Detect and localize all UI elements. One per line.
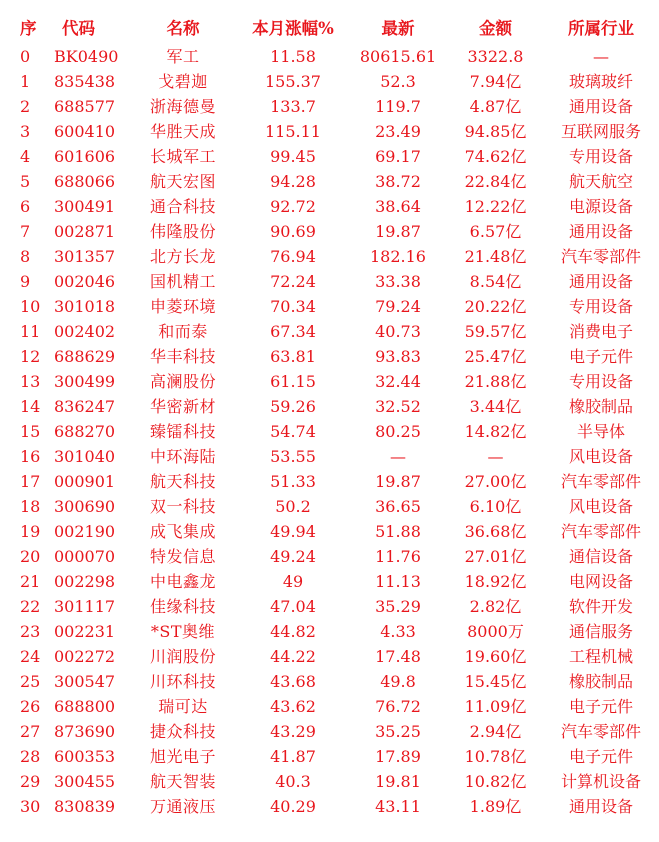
- cell-index: 20: [20, 547, 41, 566]
- cell-amount: 3.44亿: [469, 397, 522, 416]
- cell-industry: 橡胶制品: [568, 672, 633, 691]
- cell-industry: 电子元件: [568, 747, 633, 766]
- cell-index: 1: [20, 72, 31, 91]
- table-row[interactable]: [0, 194, 659, 219]
- table-row[interactable]: [0, 719, 659, 744]
- table-row[interactable]: [0, 544, 659, 569]
- cell-amount: 15.45亿: [464, 672, 527, 691]
- cell-code: 300499: [54, 372, 116, 391]
- cell-industry: 计算机设备: [560, 772, 641, 791]
- cell-industry: 风电设备: [568, 497, 633, 516]
- cell-code: 688800: [54, 697, 116, 716]
- cell-code: 300547: [54, 672, 116, 691]
- cell-code: 835438: [54, 72, 116, 91]
- cell-price: 35.29: [375, 597, 421, 616]
- cell-amount: 20.22亿: [464, 297, 527, 316]
- cell-industry: 汽车零部件: [560, 722, 641, 741]
- cell-industry: 通用设备: [568, 222, 633, 241]
- cell-name: 长城军工: [149, 147, 216, 166]
- cell-amount: 10.78亿: [464, 747, 527, 766]
- cell-price: 32.52: [375, 397, 421, 416]
- cell-name: 军工: [166, 47, 200, 66]
- cell-code: 002272: [54, 647, 116, 666]
- cell-code: 688270: [54, 422, 116, 441]
- table-row[interactable]: [0, 619, 659, 644]
- cell-name: 万通液压: [149, 797, 216, 816]
- cell-name: 高澜股份: [149, 372, 216, 391]
- header-amount[interactable]: 金额: [479, 19, 512, 38]
- cell-amount: 27.01亿: [464, 547, 527, 566]
- cell-amount: 21.48亿: [464, 247, 527, 266]
- table-row[interactable]: [0, 294, 659, 319]
- cell-index: 0: [20, 47, 31, 66]
- cell-index: 27: [20, 722, 41, 741]
- table-row[interactable]: [0, 444, 659, 469]
- cell-price: 93.83: [375, 347, 421, 366]
- cell-amount: 2.94亿: [469, 722, 522, 741]
- cell-name: 北方长龙: [149, 247, 216, 266]
- cell-change: 61.15: [270, 372, 316, 391]
- cell-industry: 专用设备: [568, 297, 633, 316]
- cell-name: 浙海德曼: [149, 97, 216, 116]
- cell-change: 99.45: [270, 147, 316, 166]
- cell-code: 873690: [54, 722, 116, 741]
- cell-code: 600410: [54, 122, 116, 141]
- cell-index: 16: [20, 447, 41, 466]
- cell-price: 40.73: [375, 322, 421, 341]
- cell-name: 旭光电子: [149, 747, 216, 766]
- cell-change: 155.37: [265, 72, 321, 91]
- table-row[interactable]: [0, 44, 659, 69]
- cell-change: 40.29: [270, 797, 316, 816]
- cell-industry: 玻璃玻纤: [568, 72, 633, 91]
- cell-index: 26: [20, 697, 41, 716]
- cell-industry: 通信服务: [568, 622, 633, 641]
- cell-price: 19.81: [375, 772, 421, 791]
- cell-price: 33.38: [375, 272, 421, 291]
- cell-index: 13: [20, 372, 41, 391]
- table-row[interactable]: [0, 344, 659, 369]
- cell-code: 002298: [54, 572, 116, 591]
- cell-change: 70.34: [270, 297, 316, 316]
- cell-change: 43.29: [270, 722, 316, 741]
- header-name[interactable]: 名称: [166, 19, 200, 38]
- cell-change: 90.69: [270, 222, 316, 241]
- cell-change: 49.24: [270, 547, 316, 566]
- table-row[interactable]: [0, 744, 659, 769]
- cell-industry: 电网设备: [568, 572, 633, 591]
- cell-name: 川环科技: [149, 672, 216, 691]
- cell-code: 002871: [54, 222, 116, 241]
- cell-name: 臻镭科技: [149, 422, 216, 441]
- cell-index: 25: [20, 672, 41, 691]
- cell-change: 41.87: [270, 747, 316, 766]
- header-change[interactable]: 本月涨幅%: [252, 19, 334, 38]
- cell-change: 92.72: [270, 197, 316, 216]
- cell-code: 300491: [54, 197, 116, 216]
- cell-industry: 工程机械: [568, 647, 633, 666]
- cell-name: 捷众科技: [149, 722, 216, 741]
- table-body: [0, 44, 659, 819]
- cell-amount: 11.09亿: [464, 697, 527, 716]
- cell-index: 6: [20, 197, 31, 216]
- table-header: [0, 18, 659, 44]
- cell-index: 5: [20, 172, 31, 191]
- table-row[interactable]: [0, 694, 659, 719]
- cell-price: 80615.61: [359, 47, 437, 66]
- cell-name: 瑞可达: [158, 697, 208, 716]
- cell-name: 成飞集成: [149, 522, 216, 541]
- cell-price: 19.87: [375, 472, 421, 491]
- cell-industry: 航天航空: [568, 172, 633, 191]
- cell-price: 17.48: [375, 647, 421, 666]
- table-row[interactable]: [0, 169, 659, 194]
- cell-price: 182.16: [370, 247, 426, 266]
- cell-industry: 软件开发: [568, 597, 633, 616]
- cell-amount: 22.84亿: [464, 172, 527, 191]
- cell-change: 53.55: [270, 447, 316, 466]
- cell-change: 54.74: [270, 422, 316, 441]
- cell-code: 002046: [54, 272, 116, 291]
- cell-index: 7: [20, 222, 31, 241]
- cell-index: 14: [20, 397, 41, 416]
- cell-code: 300690: [54, 497, 116, 516]
- cell-amount: 2.82亿: [469, 597, 522, 616]
- cell-change: 49: [282, 572, 304, 591]
- cell-index: 10: [20, 297, 41, 316]
- cell-price: —: [390, 447, 406, 466]
- cell-index: 17: [20, 472, 41, 491]
- cell-price: 38.72: [375, 172, 421, 191]
- cell-amount: 74.62亿: [464, 147, 527, 166]
- cell-industry: 汽车零部件: [560, 247, 641, 266]
- cell-industry: 电源设备: [568, 197, 633, 216]
- cell-amount: 18.92亿: [464, 572, 527, 591]
- table-row[interactable]: [0, 144, 659, 169]
- table-row[interactable]: [0, 419, 659, 444]
- cell-price: 36.65: [375, 497, 421, 516]
- cell-amount: 14.82亿: [464, 422, 527, 441]
- cell-code: 301357: [54, 247, 116, 266]
- cell-code: 688629: [54, 347, 116, 366]
- table-row[interactable]: [0, 644, 659, 669]
- cell-code: 300455: [54, 772, 116, 791]
- cell-amount: 6.10亿: [469, 497, 522, 516]
- cell-industry: 电子元件: [568, 347, 633, 366]
- cell-code: 688577: [54, 97, 116, 116]
- cell-index: 24: [20, 647, 41, 666]
- cell-amount: 6.57亿: [469, 222, 522, 241]
- cell-name: 伟隆股份: [149, 222, 216, 241]
- header-industry[interactable]: 所属行业: [568, 19, 634, 38]
- cell-amount: 7.94亿: [469, 72, 522, 91]
- cell-code: 301117: [54, 597, 116, 616]
- cell-amount: 59.57亿: [464, 322, 527, 341]
- cell-index: 21: [20, 572, 41, 591]
- cell-amount: 21.88亿: [464, 372, 527, 391]
- cell-change: 59.26: [270, 397, 316, 416]
- cell-price: 32.44: [375, 372, 421, 391]
- cell-amount: 12.22亿: [464, 197, 527, 216]
- cell-code: 002190: [54, 522, 116, 541]
- table-row[interactable]: [0, 769, 659, 794]
- cell-code: 301040: [54, 447, 116, 466]
- cell-change: 72.24: [270, 272, 316, 291]
- cell-industry: 消费电子: [568, 322, 633, 341]
- cell-price: 19.87: [375, 222, 421, 241]
- cell-price: 43.11: [375, 797, 421, 816]
- cell-industry: 互联网服务: [560, 122, 641, 141]
- cell-name: 申菱环境: [149, 297, 216, 316]
- cell-industry: 通用设备: [568, 97, 633, 116]
- cell-index: 23: [20, 622, 41, 641]
- cell-name: 特发信息: [149, 547, 216, 566]
- cell-index: 18: [20, 497, 41, 516]
- cell-price: 51.88: [375, 522, 421, 541]
- cell-code: 000070: [54, 547, 116, 566]
- table-row[interactable]: [0, 494, 659, 519]
- cell-index: 8: [20, 247, 31, 266]
- cell-index: 28: [20, 747, 41, 766]
- cell-name: *ST奥维: [150, 622, 216, 641]
- cell-industry: 汽车零部件: [560, 522, 641, 541]
- cell-price: 52.3: [380, 72, 416, 91]
- cell-index: 9: [20, 272, 31, 291]
- cell-industry: 汽车零部件: [560, 472, 641, 491]
- cell-amount: 1.89亿: [469, 797, 522, 816]
- cell-name: 国机精工: [149, 272, 216, 291]
- cell-industry: 专用设备: [568, 147, 633, 166]
- table-row[interactable]: [0, 69, 659, 94]
- cell-index: 2: [20, 97, 31, 116]
- cell-change: 76.94: [270, 247, 316, 266]
- cell-industry: 通用设备: [568, 797, 633, 816]
- cell-change: 44.82: [270, 622, 316, 641]
- cell-price: 119.7: [375, 97, 421, 116]
- cell-code: BK0490: [54, 47, 119, 66]
- cell-index: 4: [20, 147, 31, 166]
- cell-price: 38.64: [375, 197, 421, 216]
- cell-change: 44.22: [270, 647, 316, 666]
- cell-price: 80.25: [375, 422, 421, 441]
- cell-change: 51.33: [270, 472, 316, 491]
- table-row[interactable]: [0, 369, 659, 394]
- cell-index: 22: [20, 597, 41, 616]
- cell-index: 3: [20, 122, 31, 141]
- cell-industry: 通用设备: [568, 272, 633, 291]
- cell-change: 50.2: [275, 497, 311, 516]
- cell-change: 43.62: [270, 697, 316, 716]
- cell-code: 600353: [54, 747, 116, 766]
- cell-industry: 半导体: [576, 422, 625, 441]
- table-row[interactable]: [0, 319, 659, 344]
- cell-price: 11.13: [375, 572, 421, 591]
- cell-code: 002402: [54, 322, 116, 341]
- table-row[interactable]: [0, 94, 659, 119]
- table-row[interactable]: [0, 594, 659, 619]
- cell-name: 双一科技: [149, 497, 216, 516]
- cell-name: 戈碧迦: [158, 72, 208, 91]
- cell-name: 航天宏图: [149, 172, 216, 191]
- table-row[interactable]: [0, 519, 659, 544]
- cell-industry: 专用设备: [568, 372, 633, 391]
- header-price[interactable]: 最新: [381, 19, 415, 38]
- header-code[interactable]: 代码: [62, 19, 95, 38]
- cell-amount: 3322.8: [467, 47, 524, 66]
- cell-industry: 电子元件: [568, 697, 633, 716]
- cell-industry: 风电设备: [568, 447, 633, 466]
- cell-name: 和而泰: [158, 322, 208, 341]
- cell-name: 华密新材: [149, 397, 216, 416]
- cell-amount: 25.47亿: [464, 347, 527, 366]
- cell-amount: 10.82亿: [464, 772, 527, 791]
- table-row[interactable]: [0, 244, 659, 269]
- table-row[interactable]: [0, 394, 659, 419]
- cell-price: 69.17: [375, 147, 421, 166]
- table-row[interactable]: [0, 794, 659, 819]
- table-row[interactable]: [0, 269, 659, 294]
- cell-amount: 4.87亿: [469, 97, 522, 116]
- cell-name: 华丰科技: [149, 347, 216, 366]
- cell-name: 川润股份: [149, 647, 216, 666]
- cell-name: 华胜天成: [149, 122, 216, 141]
- cell-change: 49.94: [270, 522, 316, 541]
- cell-change: 47.04: [270, 597, 316, 616]
- cell-code: 601606: [54, 147, 116, 166]
- cell-price: 4.33: [380, 622, 416, 641]
- cell-index: 30: [20, 797, 41, 816]
- cell-index: 15: [20, 422, 41, 441]
- cell-change: 63.81: [270, 347, 316, 366]
- cell-change: 133.7: [270, 97, 316, 116]
- cell-price: 35.25: [375, 722, 421, 741]
- cell-industry: 橡胶制品: [568, 397, 633, 416]
- cell-index: 12: [20, 347, 41, 366]
- cell-industry: —: [593, 47, 609, 66]
- cell-name: 佳缘科技: [149, 597, 216, 616]
- cell-price: 11.76: [375, 547, 421, 566]
- cell-amount: 94.85亿: [464, 122, 527, 141]
- cell-code: 836247: [54, 397, 116, 416]
- cell-name: 航天智装: [149, 772, 216, 791]
- cell-change: 43.68: [270, 672, 316, 691]
- cell-price: 17.89: [375, 747, 421, 766]
- table-row[interactable]: [0, 569, 659, 594]
- table-row[interactable]: [0, 219, 659, 244]
- cell-code: 830839: [54, 797, 116, 816]
- cell-code: 002231: [54, 622, 116, 641]
- table-row[interactable]: [0, 469, 659, 494]
- table-row[interactable]: [0, 669, 659, 694]
- cell-amount: 36.68亿: [464, 522, 527, 541]
- header-index[interactable]: 序: [20, 19, 37, 38]
- table-row[interactable]: [0, 119, 659, 144]
- cell-name: 中环海陆: [149, 447, 216, 466]
- cell-name: 航天科技: [149, 472, 216, 491]
- cell-price: 49.8: [380, 672, 416, 691]
- cell-price: 23.49: [375, 122, 421, 141]
- cell-amount: —: [487, 447, 504, 466]
- cell-price: 76.72: [375, 697, 421, 716]
- cell-amount: 19.60亿: [464, 647, 527, 666]
- cell-code: 301018: [54, 297, 116, 316]
- header-row: [0, 18, 659, 44]
- stock-ranking-table: [0, 18, 659, 819]
- cell-industry: 通信设备: [568, 547, 633, 566]
- cell-name: 通合科技: [149, 197, 216, 216]
- cell-code: 688066: [54, 172, 116, 191]
- cell-change: 67.34: [270, 322, 316, 341]
- cell-name: 中电鑫龙: [149, 572, 216, 591]
- cell-index: 19: [20, 522, 41, 541]
- cell-index: 11: [20, 322, 41, 341]
- cell-amount: 27.00亿: [464, 472, 527, 491]
- cell-change: 94.28: [270, 172, 316, 191]
- cell-index: 29: [20, 772, 41, 791]
- cell-price: 79.24: [375, 297, 421, 316]
- cell-amount: 8.54亿: [469, 272, 522, 291]
- cell-change: 115.11: [265, 122, 321, 141]
- cell-amount: 8000万: [467, 622, 524, 641]
- cell-change: 11.58: [270, 47, 316, 66]
- cell-change: 40.3: [275, 772, 311, 791]
- cell-code: 000901: [54, 472, 116, 491]
